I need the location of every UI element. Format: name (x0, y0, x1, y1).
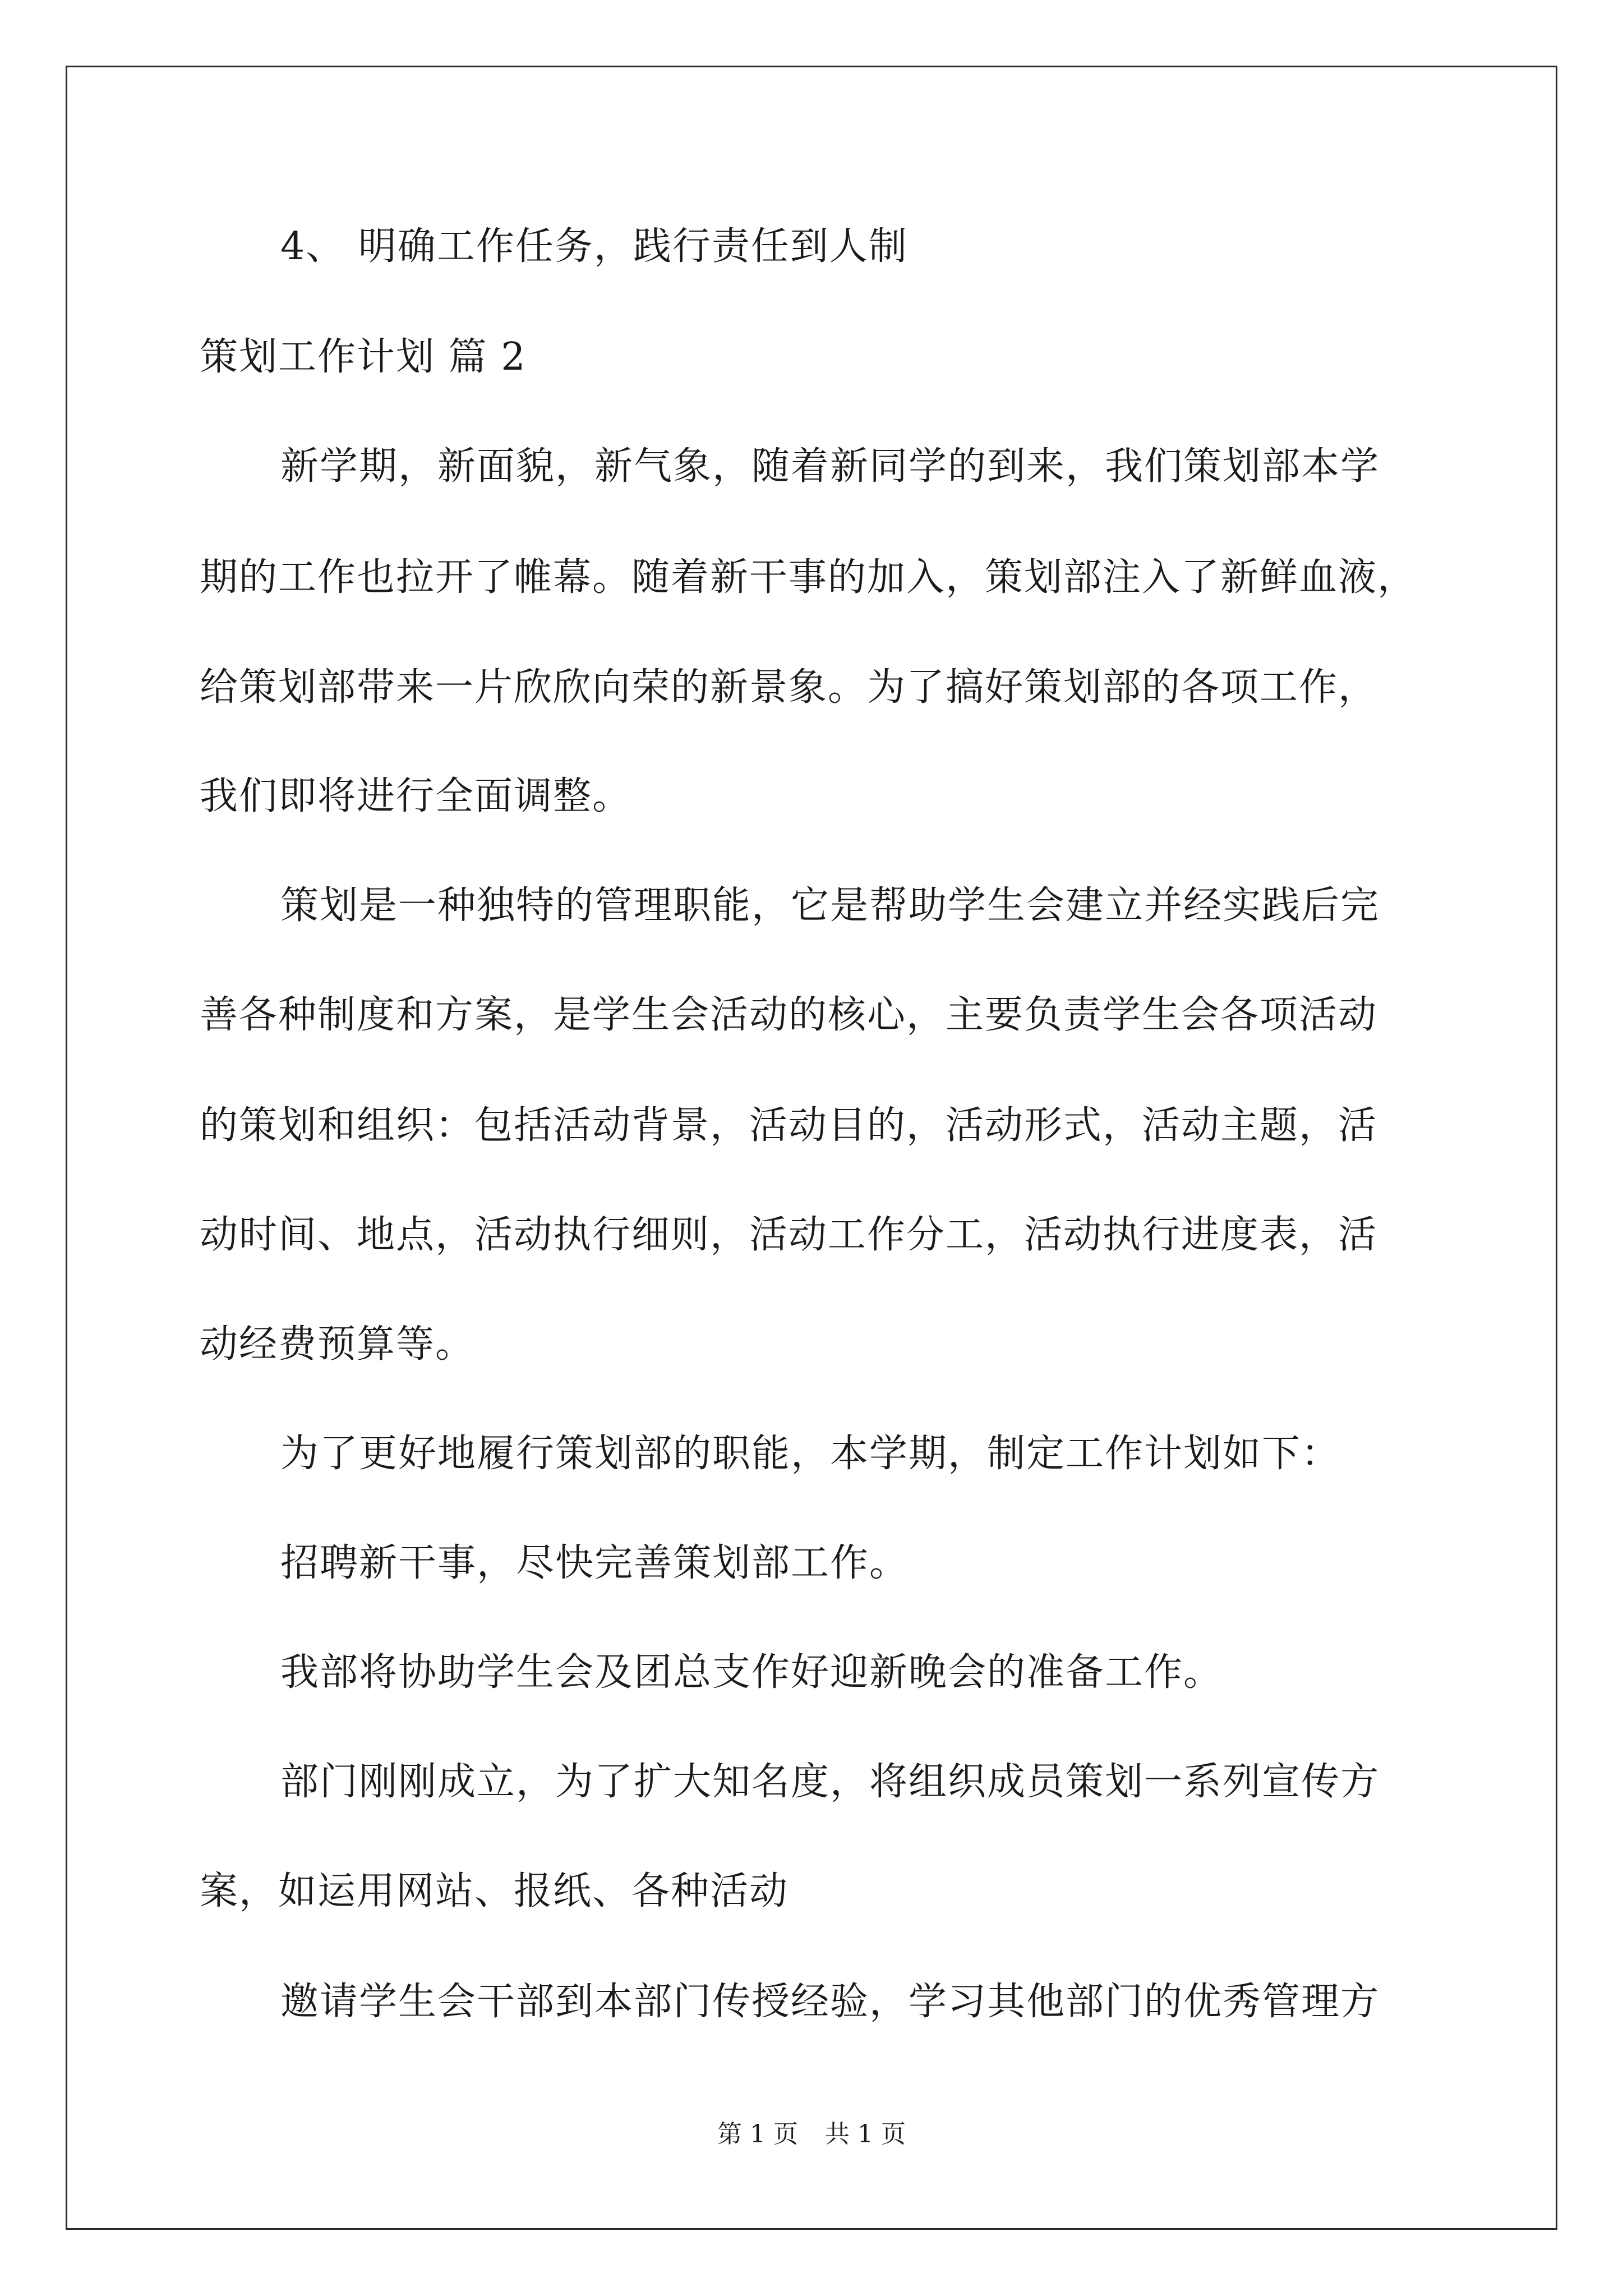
list-item-4: 4、 明确工作任务，践行责任到人制 (280, 224, 908, 269)
plan-item-1: 招聘新干事，尽快完善策划部工作。 (280, 1541, 909, 1585)
paragraph-2-line-1: 策划是一种独特的管理职能，它是帮助学生会建立并经实践后完 (280, 884, 1380, 928)
paragraph-2-line-2: 善各种制度和方案，是学生会活动的核心，主要负责学生会各项活动 (200, 993, 1378, 1037)
page-number: 第 1 页 (717, 2120, 798, 2148)
paragraph-1-line-1: 新学期，新面貌，新气象，随着新同学的到来，我们策划部本学 (280, 444, 1380, 489)
paragraph-2-line-3: 的策划和组织：包括活动背景，活动目的，活动形式，活动主题，活 (200, 1103, 1378, 1148)
plan-item-4-line-1: 邀请学生会干部到本部门传授经验，学习其他部门的优秀管理方 (280, 1980, 1380, 2024)
plan-item-3-line-1: 部门刚刚成立，为了扩大知名度，将组织成员策划一系列宣传方 (280, 1760, 1380, 1804)
plan-item-2: 我部将协助学生会及团总支作好迎新晚会的准备工作。 (280, 1650, 1223, 1695)
page-footer (0, 2118, 1623, 2151)
paragraph-2-line-5: 动经费预算等。 (200, 1322, 475, 1366)
paragraph-1-line-2: 期的工作也拉开了帷幕。随着新干事的加入，策划部注入了新鲜血液， (200, 555, 1417, 600)
paragraph-2-line-4: 动时间、地点，活动执行细则，活动工作分工，活动执行进度表，活 (200, 1213, 1378, 1257)
paragraph-3: 为了更好地履行策划部的职能，本学期，制定工作计划如下： (280, 1432, 1341, 1476)
section-heading: 策划工作计划 篇 2 (200, 335, 527, 379)
page-total: 共 1 页 (825, 2120, 906, 2148)
paragraph-1-line-4: 我们即将进行全面调整。 (200, 774, 632, 818)
paragraph-1-line-3: 给策划部带来一片欣欣向荣的新景象。为了搞好策划部的各项工作， (200, 665, 1378, 710)
plan-item-3-line-2: 案，如运用网站、报纸、各种活动 (200, 1869, 789, 1913)
